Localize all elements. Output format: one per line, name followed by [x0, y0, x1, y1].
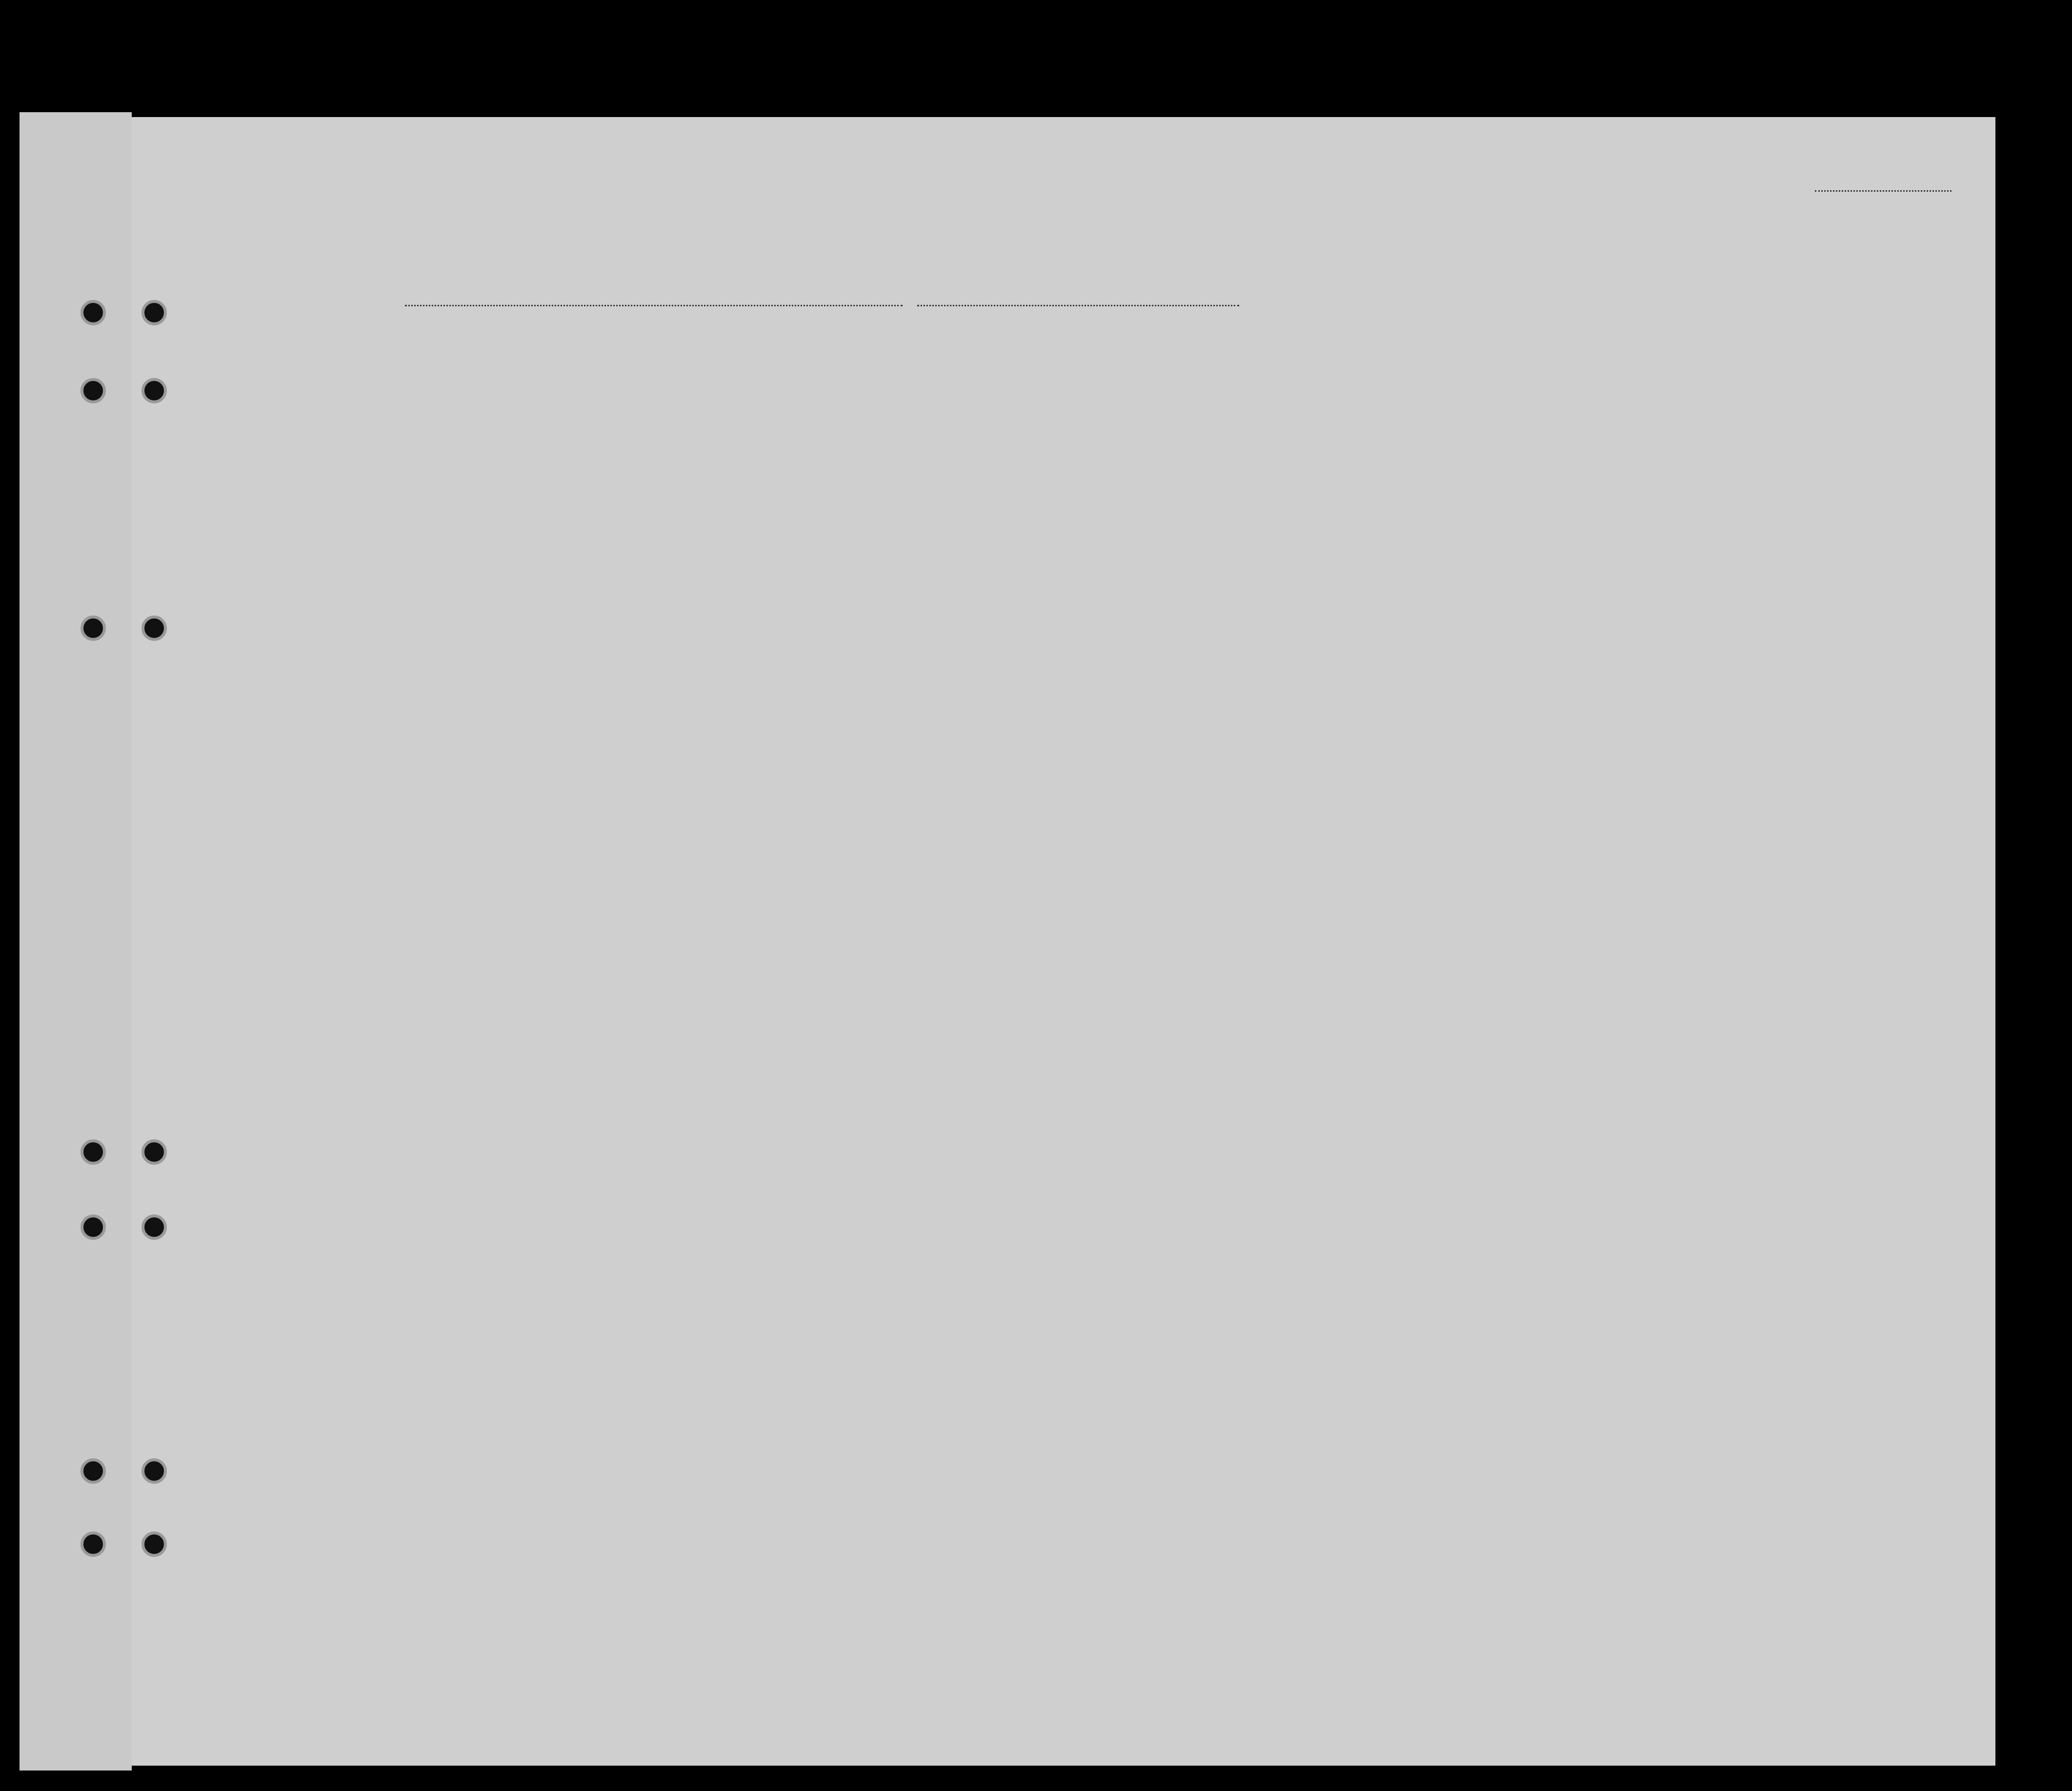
header-purpose-sub3	[1290, 400, 1317, 493]
header-purpose-sub2	[1256, 400, 1286, 493]
header-purpose-sub1	[1220, 400, 1249, 493]
header-q30	[1505, 327, 1527, 488]
header-q31	[1532, 327, 1551, 488]
header-q29	[1476, 327, 1500, 488]
header-q28	[1412, 327, 1471, 488]
header-prison	[1325, 327, 1356, 488]
